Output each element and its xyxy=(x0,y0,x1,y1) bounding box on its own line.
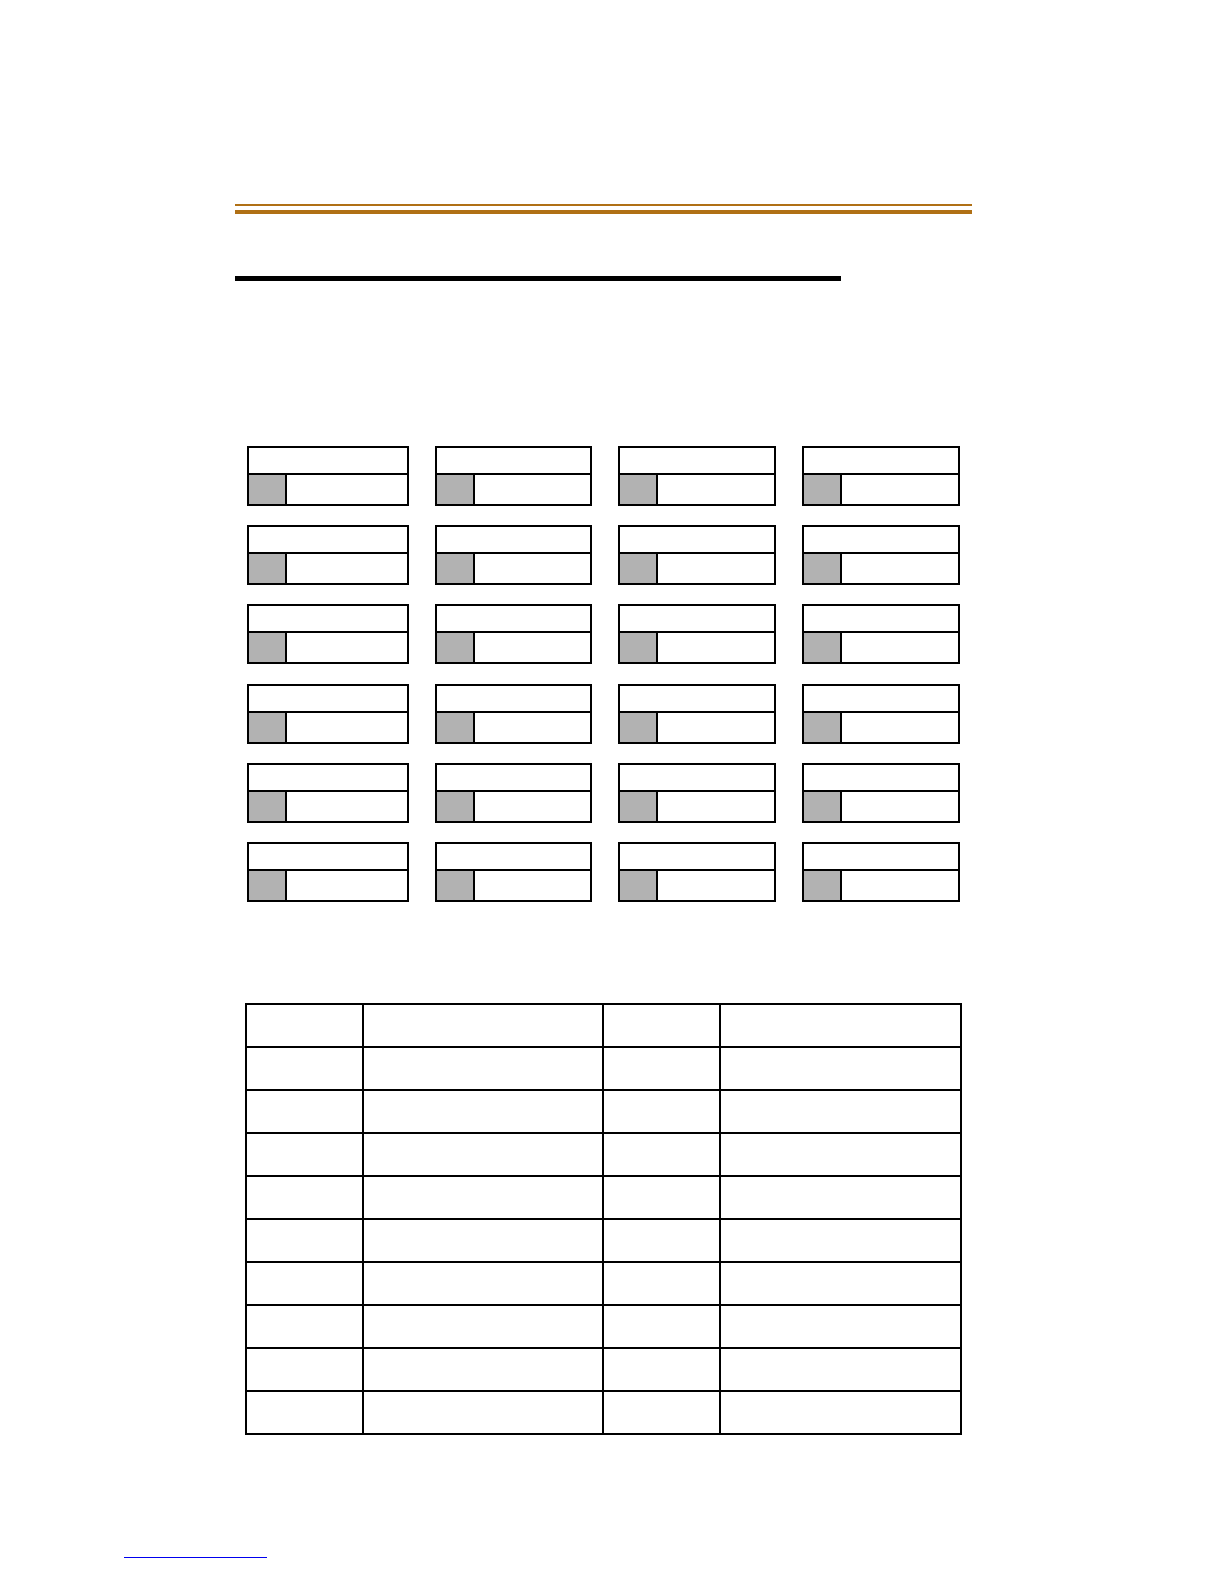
table-cell xyxy=(363,1176,603,1219)
field-value-area[interactable] xyxy=(287,633,407,662)
form-field[interactable] xyxy=(435,446,592,506)
table-row xyxy=(246,1391,961,1434)
field-label-area xyxy=(437,606,590,633)
table-cell xyxy=(720,1262,961,1305)
field-swatch xyxy=(804,475,842,504)
field-swatch xyxy=(804,871,842,900)
field-value-area[interactable] xyxy=(842,871,958,900)
table-cell xyxy=(363,1391,603,1434)
field-value-area[interactable] xyxy=(287,554,407,583)
table-cell xyxy=(246,1305,363,1348)
field-label-area xyxy=(804,448,958,475)
table-row xyxy=(246,1047,961,1090)
field-grid xyxy=(247,446,961,906)
field-label-area xyxy=(249,448,407,475)
field-value-area[interactable] xyxy=(842,713,958,742)
field-swatch xyxy=(437,713,475,742)
table-cell xyxy=(246,1176,363,1219)
table-cell xyxy=(720,1004,961,1047)
table-cell xyxy=(603,1133,720,1176)
form-field[interactable] xyxy=(247,446,409,506)
table-cell xyxy=(603,1047,720,1090)
field-value-area[interactable] xyxy=(287,792,407,821)
form-field[interactable] xyxy=(802,763,960,823)
form-field[interactable] xyxy=(802,842,960,902)
field-value-area[interactable] xyxy=(658,633,774,662)
field-swatch xyxy=(804,554,842,583)
form-field[interactable] xyxy=(618,446,776,506)
table-row xyxy=(246,1004,961,1047)
form-field[interactable] xyxy=(802,446,960,506)
field-value-area[interactable] xyxy=(475,871,590,900)
header-rule-thin xyxy=(235,204,972,206)
field-label-area xyxy=(249,844,407,871)
form-field[interactable] xyxy=(247,684,409,744)
field-label-area xyxy=(620,765,774,792)
field-value-area[interactable] xyxy=(658,475,774,504)
field-swatch xyxy=(249,713,287,742)
table-row xyxy=(246,1133,961,1176)
table-cell xyxy=(720,1047,961,1090)
field-value-area[interactable] xyxy=(658,792,774,821)
form-field[interactable] xyxy=(618,525,776,585)
field-value-area[interactable] xyxy=(475,633,590,662)
field-label-area xyxy=(620,527,774,554)
table-cell xyxy=(720,1133,961,1176)
table-cell xyxy=(246,1004,363,1047)
table-row xyxy=(246,1219,961,1262)
header-rule-thick xyxy=(235,210,972,214)
field-swatch xyxy=(249,792,287,821)
table-cell xyxy=(363,1262,603,1305)
field-label-area xyxy=(804,686,958,713)
form-field[interactable] xyxy=(618,763,776,823)
table-cell xyxy=(603,1004,720,1047)
table-cell xyxy=(720,1391,961,1434)
form-field[interactable] xyxy=(247,763,409,823)
heading-underline xyxy=(235,276,841,281)
field-value-area[interactable] xyxy=(287,713,407,742)
field-swatch xyxy=(249,554,287,583)
field-swatch xyxy=(804,713,842,742)
form-field[interactable] xyxy=(618,684,776,744)
field-swatch xyxy=(804,792,842,821)
field-label-area xyxy=(437,686,590,713)
field-value-area[interactable] xyxy=(475,792,590,821)
field-value-area[interactable] xyxy=(842,475,958,504)
form-field[interactable] xyxy=(802,604,960,664)
form-field[interactable] xyxy=(247,842,409,902)
field-value-area[interactable] xyxy=(658,713,774,742)
field-value-area[interactable] xyxy=(475,475,590,504)
table-row xyxy=(246,1176,961,1219)
field-swatch xyxy=(437,871,475,900)
table-cell xyxy=(246,1090,363,1133)
table-cell xyxy=(603,1176,720,1219)
table-cell xyxy=(603,1305,720,1348)
table-cell xyxy=(720,1348,961,1391)
table-cell xyxy=(363,1348,603,1391)
field-value-area[interactable] xyxy=(842,554,958,583)
field-label-area xyxy=(249,527,407,554)
table-cell xyxy=(603,1219,720,1262)
field-swatch xyxy=(620,792,658,821)
field-swatch xyxy=(249,475,287,504)
form-field[interactable] xyxy=(802,525,960,585)
table-row xyxy=(246,1305,961,1348)
data-table xyxy=(245,1003,962,1435)
form-field[interactable] xyxy=(802,684,960,744)
field-label-area xyxy=(620,448,774,475)
table-cell xyxy=(363,1047,603,1090)
field-swatch xyxy=(437,633,475,662)
field-label-area xyxy=(249,686,407,713)
field-value-area[interactable] xyxy=(658,871,774,900)
field-swatch xyxy=(620,713,658,742)
table-cell xyxy=(363,1219,603,1262)
table-cell xyxy=(246,1262,363,1305)
field-swatch xyxy=(437,554,475,583)
table-cell xyxy=(603,1348,720,1391)
field-value-area[interactable] xyxy=(287,475,407,504)
form-field[interactable] xyxy=(247,525,409,585)
form-field[interactable] xyxy=(618,604,776,664)
field-swatch xyxy=(620,554,658,583)
table-cell xyxy=(720,1219,961,1262)
table-cell xyxy=(246,1391,363,1434)
field-value-area[interactable] xyxy=(842,792,958,821)
field-label-area xyxy=(437,844,590,871)
field-swatch xyxy=(249,633,287,662)
field-label-area xyxy=(249,765,407,792)
table-cell xyxy=(246,1348,363,1391)
table-cell xyxy=(720,1176,961,1219)
field-value-area[interactable] xyxy=(475,713,590,742)
form-field[interactable] xyxy=(618,842,776,902)
table-cell xyxy=(363,1090,603,1133)
field-value-area[interactable] xyxy=(658,554,774,583)
field-label-area xyxy=(437,527,590,554)
table-cell xyxy=(603,1090,720,1133)
form-field[interactable] xyxy=(435,763,592,823)
field-swatch xyxy=(437,792,475,821)
field-label-area xyxy=(804,765,958,792)
field-swatch xyxy=(804,633,842,662)
field-label-area xyxy=(437,765,590,792)
field-label-area xyxy=(620,844,774,871)
form-field[interactable] xyxy=(247,604,409,664)
table-cell xyxy=(720,1090,961,1133)
field-label-area xyxy=(620,606,774,633)
field-label-area xyxy=(249,606,407,633)
table-row xyxy=(246,1090,961,1133)
form-field[interactable] xyxy=(435,842,592,902)
field-value-area[interactable] xyxy=(287,871,407,900)
field-swatch xyxy=(620,475,658,504)
field-swatch xyxy=(620,633,658,662)
form-field[interactable] xyxy=(435,684,592,744)
field-label-area xyxy=(804,527,958,554)
table-cell xyxy=(246,1047,363,1090)
field-label-area xyxy=(804,606,958,633)
field-swatch xyxy=(249,871,287,900)
field-swatch xyxy=(620,871,658,900)
table-cell xyxy=(363,1305,603,1348)
field-label-area xyxy=(620,686,774,713)
field-label-area xyxy=(437,448,590,475)
table-cell xyxy=(246,1219,363,1262)
field-value-area[interactable] xyxy=(475,554,590,583)
table-cell xyxy=(603,1391,720,1434)
field-label-area xyxy=(804,844,958,871)
form-field[interactable] xyxy=(435,604,592,664)
table-cell xyxy=(603,1262,720,1305)
form-field[interactable] xyxy=(435,525,592,585)
field-swatch xyxy=(437,475,475,504)
footer-link[interactable] xyxy=(124,1557,267,1558)
table-cell xyxy=(363,1004,603,1047)
table-row xyxy=(246,1348,961,1391)
table-cell xyxy=(246,1133,363,1176)
table-cell xyxy=(363,1133,603,1176)
field-value-area[interactable] xyxy=(842,633,958,662)
table-cell xyxy=(720,1305,961,1348)
table-row xyxy=(246,1262,961,1305)
